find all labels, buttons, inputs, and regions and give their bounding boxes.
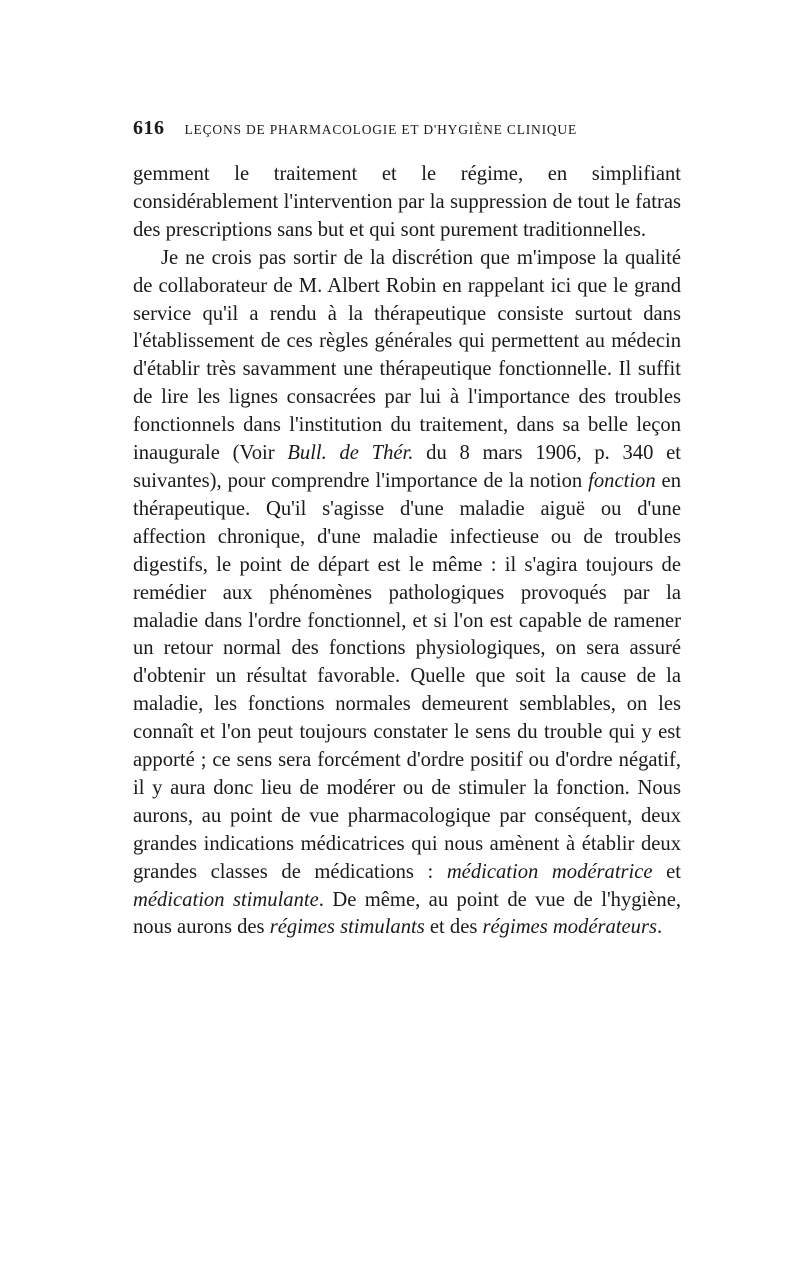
journal-citation: Bull. de Thér. xyxy=(287,442,414,465)
text-segment: . xyxy=(656,916,663,939)
text-segment: Je ne crois pas sortir de la discrétion que m'impose la qualité de collaborateur de M. Albert Robin en rappelant ici que le grand service qu'il a rendu à la thérapeutique consiste surtout dans l'établissement de ces règles générales qui permettent au médecin d'établir très savamment une thérapeutique fonctionnelle. Il suffit de lire les lignes consacrées par lui à l'importance des troubles fonctionnels dans l'institution du traitement, dans sa belle leçon inaugurale (Voir xyxy=(133,246,681,465)
text-segment: et des xyxy=(424,916,483,939)
italic-term: régimes modérateurs xyxy=(482,916,657,939)
body-text xyxy=(133,161,681,942)
italic-term: régimes stimulants xyxy=(269,916,425,939)
text-segment: et xyxy=(652,860,682,883)
paragraph xyxy=(133,245,681,943)
italic-term: médication modératrice xyxy=(446,860,653,883)
text-segment: en thérapeutique. Qu'il s'agisse d'une maladie aiguë ou d'une affection chronique, d'une maladie infectieuse ou de troubles digestifs, le point de départ est le même : il s'agira toujours de remédier aux phénomènes pathologiques provoqués par la maladie dans l'ordre fonctionnel, et si l'on est capable de ramener un retour normal des fonctions physiologiques, on sera assuré d'obtenir un résultat favorable. Quelle que soit la cause de la maladie, les fonctions normales demeurent semblables, on les connaît et l'on peut toujours constater le sens du trouble qui y est apporté ; ce sens sera forcément d'ordre positif ou d'ordre négatif, il y aura donc lieu de modérer ou de stimuler la fonction. Nous aurons, au point de vue pharmacologique par conséquent, deux grandes indications médicatrices qui nous amènent à établir deux grandes classes de médications : xyxy=(133,469,681,883)
italic-term: médication stimulante xyxy=(133,888,319,911)
book-page xyxy=(133,117,681,942)
running-head xyxy=(133,117,681,147)
text-segment: gemment le traitement et le régime, en simplifiant considérablement l'intervention par la suppression de tout le fatras des prescriptions sans but et qui sont purement traditionnelles. xyxy=(133,163,681,241)
italic-term: fonction xyxy=(588,469,656,492)
paragraph-continued xyxy=(133,161,681,245)
running-title: LEÇONS DE PHARMACOLOGIE ET D'HYGIÈNE CLINIQUE xyxy=(184,122,578,137)
page-number: 616 xyxy=(133,117,165,139)
text-segment: du 8 mars 1906, p. 340 et suivantes), pour comprendre l'importance de la notion xyxy=(133,442,681,492)
text-segment: . De même, au point de vue de l'hygiène, nous aurons des xyxy=(133,888,681,939)
